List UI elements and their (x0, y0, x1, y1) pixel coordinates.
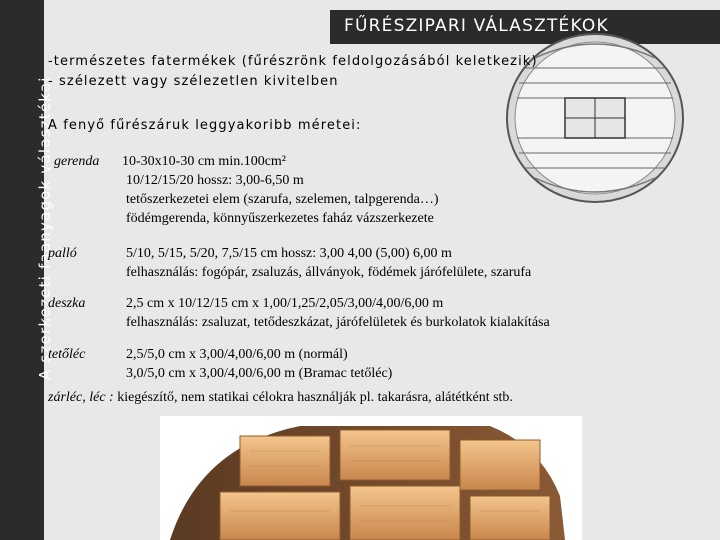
item-term: deszka (48, 296, 86, 311)
item-line: födémgerenda, könnyűszerkezetes faház vázszerkezete (126, 211, 434, 226)
slide-title: FŰRÉSZIPARI VÁLASZTÉKOK (344, 16, 609, 36)
item-line: felhasználás: zsaluzat, tetődeszkázat, járófelületek és burkolatok kialakítása (126, 315, 550, 330)
item-term: zárléc, léc : (48, 390, 114, 405)
intro-text (48, 52, 588, 92)
sidebar-title: A szerkezeti faanyagok választékai (36, 76, 54, 380)
item-line: 10/12/15/20 hossz: 3,00-6,50 m (126, 173, 304, 188)
sidebar (0, 0, 54, 540)
item-line: 2,5 cm x 10/12/15 cm x 1,00/1,25/2,05/3,00/4,00/6,00 m (126, 296, 444, 311)
intro-line-1: -természetes fatermékek (fűrészrönk feldolgozásából keletkezik) (48, 54, 538, 69)
item-term: gerenda (54, 154, 100, 169)
lumber-photo (160, 416, 582, 540)
item-line: 10-30x10-30 cm min.100cm² (122, 154, 287, 169)
item-line: 5/10, 5/15, 5/20, 7,5/15 cm hossz: 3,00 4,00 (5,00) 6,00 m (126, 246, 452, 261)
item-line: kiegészítő, nem statikai célokra használják pl. takarásra, alátétként stb. (113, 390, 513, 405)
item-line: 2,5/5,0 cm x 3,00/4,00/6,00 m (normál) (126, 347, 348, 362)
item-line: tetőszerkezetei elem (szarufa, szelemen, talpgerenda…) (126, 192, 439, 207)
item-term: palló (48, 246, 77, 261)
item-zarlec (48, 390, 513, 406)
item-line: felhasználás: fogópár, zsaluzás, állványok, födémek járófelülete, szarufa (126, 265, 532, 280)
item-line: 3,0/5,0 cm x 3,00/4,00/6,00 m (Bramac tetőléc) (126, 366, 393, 381)
subheading: A fenyő fűrészáruk leggyakoribb méretei: (48, 118, 362, 133)
item-term: tetőléc (48, 347, 86, 362)
intro-line-2: - szélezett vagy szélezetlen kivitelben (48, 74, 339, 89)
